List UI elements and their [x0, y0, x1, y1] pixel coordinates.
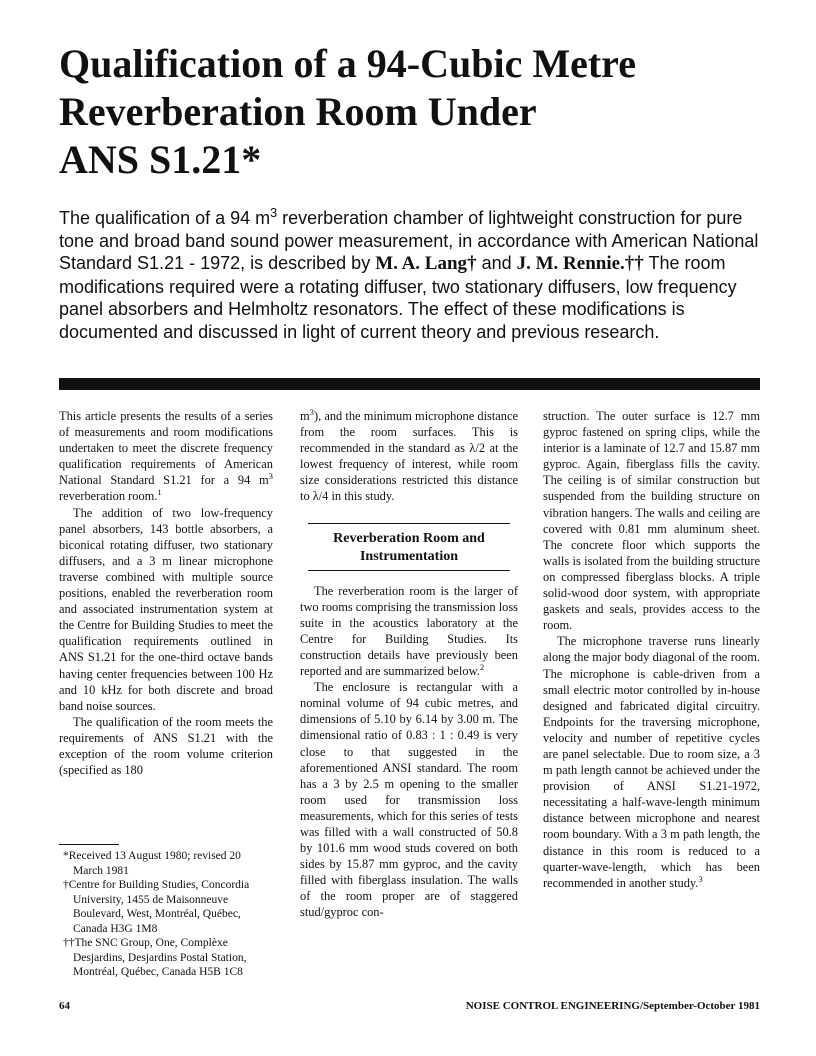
reference-mark: 1: [157, 487, 162, 498]
section-heading-line: Reverberation Room and: [333, 530, 485, 546]
paragraph-text: The microphone traverse runs linearly along the major body diagonal of the room. The microphone is cable-driven from a small electric motor controlled by in-house designed and fabricated digital circuitry. Endpoints for the traversing microphone, velocity and number of repetitive cycles are panel selectable. Due to room size, a 3 m path length cannot be achieved under the provision of ANSI S1.21-1972, necessitating a half-wave-length minimum distance between microphone and nearest room boundary. With a 3 m path length, the distance in this room is reduced to a quarter-wave-length, which has been recommended in another study.: [543, 634, 760, 890]
superscript: 3: [268, 471, 273, 482]
paragraph: struction. The outer surface is 12.7 mm gyproc fastened on spring clips, while the interior is a laminate of 12.7 and 15.87 mm gyproc. Again, fiberglass fills the cavity. The ceiling is of similar construction but suspended from the building structure on vibration hangers. The walls and ceiling are covered with 0.81 mm aluminum sheet. The concrete floor which supports the walls is isolated from the building structure on compressed fiberglass blocks. A triple solid-wood door system, with appropriate gaskets and seals, provides access to the room.: [543, 409, 760, 633]
reference-mark: 2: [479, 661, 485, 672]
journal-footer: NOISE CONTROL ENGINEERING/September-October 1981: [465, 1000, 760, 1012]
paragraph-text: reverberation room.: [59, 489, 158, 504]
abstract-text: and: [476, 253, 517, 273]
header-rule: [59, 378, 760, 390]
column-2: [300, 408, 518, 921]
paragraph: [300, 583, 518, 680]
paragraph: The qualification of the room meets the requirements of ANS S1.21 with the exception of the room volume criterion (specified as 180: [59, 714, 273, 778]
author-footnote-mark: ††: [624, 253, 644, 274]
paragraph-text: The reverberation room is the larger of two rooms comprising the transmission loss suite in the acoustics laboratory at the Centre for Building Studies. Its construction details have previously been reported and are summarized below.: [300, 583, 518, 679]
author-name: M. A. Lang: [375, 253, 468, 274]
section-heading: [308, 523, 510, 571]
section-heading-line: Instrumentation: [359, 548, 458, 564]
author-name: J. M. Rennie.: [516, 253, 625, 274]
footnote: ††The SNC Group, One, Complèxe Desjardins, Desjardins Postal Station, Montréal, Québec, Canada H5B 1C8: [63, 937, 247, 978]
title-line-3: ANS S1.21*: [59, 137, 262, 182]
article-title: [59, 40, 779, 184]
column-1: [59, 408, 273, 778]
footnote-rule: [59, 844, 119, 845]
superscript: 3: [309, 406, 314, 417]
page-number: 64: [59, 1000, 70, 1012]
paragraph: The addition of two low-frequency panel absorbers, 143 bottle absorbers, a biconical rotating diffuser, two stationary diffusers, and a 3 m linear microphone traverse combined with multiple source positions, enabled the reverberation room and associated instrumentation system at the Centre for Building Studies to meet the qualification requirements outlined in ANS S1.21 for the one-third octave bands having center frequencies between 100 Hz and 10 kHz for both discrete and broad band noise sources.: [59, 505, 273, 713]
abstract-text: The room modifications required were a rotating diffuser, two stationary diffusers, low frequency panel absorbers and Helmholtz resonators. The effect of these modifications is documented and discussed in light of current theory and previous research.: [59, 253, 737, 342]
paragraph: [543, 633, 760, 891]
abstract-text: The qualification of a 94 m: [59, 208, 271, 228]
paragraph: [59, 408, 273, 505]
reference-mark: 3: [698, 873, 703, 884]
abstract-text: reverberation chamber of lightweight construction for pure tone and broad band sound power measurement, in accordance with American National Standard S1.21 - 1972, is described by: [59, 208, 759, 273]
title-line-2: Reverberation Room Under: [59, 89, 537, 134]
footnote: *Received 13 August 1980; revised 20 March 1981: [63, 850, 241, 877]
abstract: [59, 207, 759, 343]
title-line-1: Qualification of a 94-Cubic Metre: [59, 41, 636, 86]
column-3: [543, 408, 760, 891]
paragraph: [300, 408, 518, 505]
footnote: †Centre for Building Studies, Concordia University, 1455 de Maisonneuve Boulevard, West, Montréal, Québec, Canada H3G 1M8: [63, 879, 250, 935]
paragraph-text: m: [300, 409, 310, 423]
paragraph-text: ), and the minimum microphone distance from the room surfaces. This is recommended in the standard as λ/2 at the lowest frequency of interest, while room size considerations restricted this distance to λ/4 in this study.: [300, 409, 518, 504]
superscript: 3: [270, 206, 278, 220]
paragraph: The enclosure is rectangular with a nominal volume of 94 cubic metres, and dimensions of 5.10 by 6.14 by 3.00 m. The dimensional ratio of 0.83 : 1 : 0.49 is very close to that suggested in the aforementioned ANSI standard. The room has a 3 by 2.5 m opening to the smaller room used for transmission loss measurements, which for this series of tests was filled with a wall constructed of 50.8 by 101.6 mm wood studs covered on both sides by 15.87 mm gyproc, and the cavity filled with fiberglass insulation. The walls of the room proper are of staggered stud/gyproc con-: [300, 680, 518, 920]
author-footnote-mark: †: [467, 253, 477, 274]
paragraph-text: This article presents the results of a series of measurements and room modifications undertaken to meet the discrete frequency qualification requirements of American National Standard S1.21 for a 94 m: [59, 409, 273, 488]
footnotes: [59, 844, 273, 980]
